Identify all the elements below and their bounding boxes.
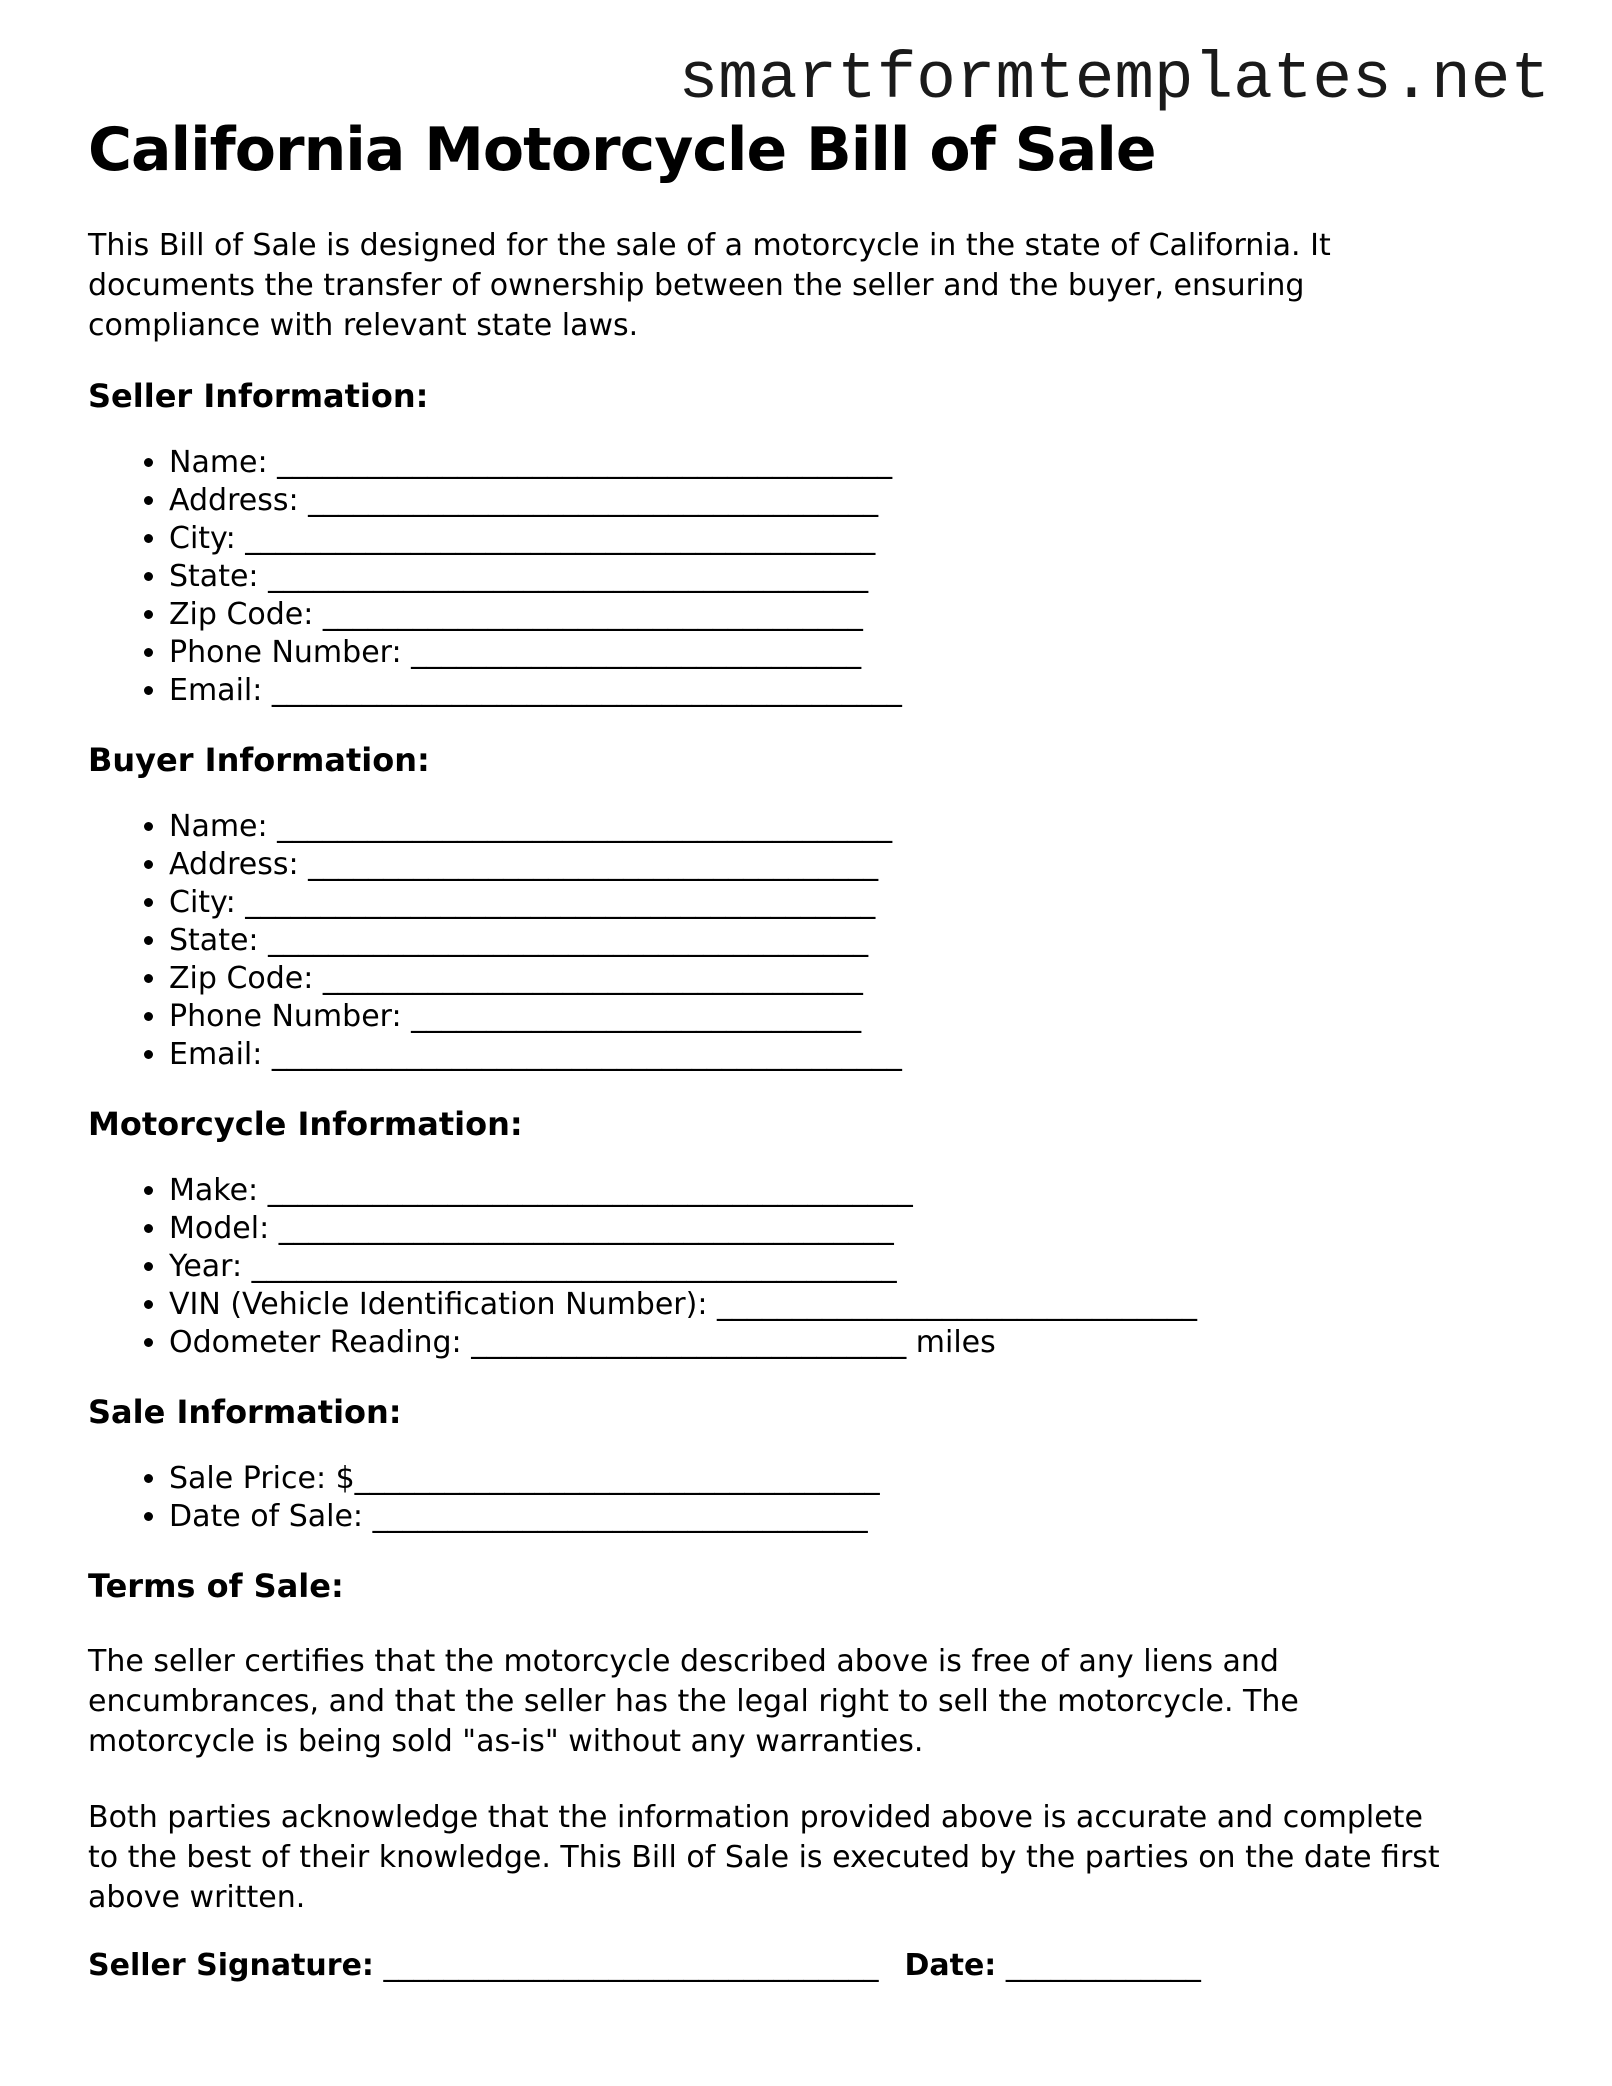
field-label: Date of Sale: [169, 1499, 364, 1534]
section-heading-buyer-information: Buyer Information: [88, 741, 430, 779]
signature-row [88, 1946, 1550, 1986]
form-field-row [169, 558, 1550, 596]
field-label: Zip Code: [169, 597, 314, 632]
field-label: Phone Number: [169, 635, 402, 670]
field-label: Email: [169, 1037, 263, 1072]
watermark: smartformtemplates.net [678, 42, 1550, 117]
date-blank: _____________ [1005, 1948, 1201, 1983]
field-blank: ________________________________________ [268, 559, 869, 594]
section-heading-seller-information: Seller Information: [88, 377, 429, 415]
field-label: Year: [169, 1249, 243, 1284]
terms-line: motorcycle is being sold "as-is" without any warranties. [88, 1724, 924, 1759]
field-label: Sale Price: $ [169, 1461, 355, 1496]
seller-signature-label: Seller Signature: [88, 1948, 374, 1983]
intro-line: This Bill of Sale is designed for the sale of a motorcycle in the state of California. It [88, 228, 1331, 263]
terms-paragraph-1 [88, 1642, 1550, 1762]
intro-paragraph [88, 226, 1550, 346]
field-blank: _________________________________ [372, 1499, 868, 1534]
field-blank: _____________________________ [471, 1325, 907, 1360]
field-blank: _________________________________________ [277, 445, 893, 480]
field-blank: __________________________________________ [245, 521, 876, 556]
terms-paragraph-2 [88, 1798, 1550, 1918]
form-field-row [169, 1498, 1550, 1536]
field-label: State: [169, 559, 259, 594]
date-label: Date: [904, 1948, 997, 1983]
section-heading-terms-of-sale: Terms of Sale: [88, 1567, 344, 1605]
field-blank: ________________________________ [716, 1287, 1197, 1322]
form-field-row [169, 808, 1550, 846]
form-field-row [169, 922, 1550, 960]
form-field-row [169, 634, 1550, 672]
form-field-row [169, 960, 1550, 998]
field-label: Address: [169, 847, 299, 882]
field-suffix: miles [915, 1325, 996, 1360]
form-field-row [169, 1324, 1550, 1362]
field-label: VIN (Vehicle Identification Number): [169, 1287, 708, 1322]
form-field-row [169, 1036, 1550, 1074]
field-blank: ____________________________________ [322, 961, 863, 996]
field-blank: ___________________________________ [354, 1461, 880, 1496]
field-blank: ____________________________________ [322, 597, 863, 632]
field-label: Model: [169, 1211, 270, 1246]
field-label: Zip Code: [169, 961, 314, 996]
field-blank: ___________________________________________ [267, 1173, 913, 1208]
field-label: Odometer Reading: [169, 1325, 462, 1360]
field-blank: __________________________________________ [271, 673, 902, 708]
terms-line: Both parties acknowledge that the information provided above is accurate and complete [88, 1800, 1423, 1835]
form-field-row [169, 1172, 1550, 1210]
form-field-row [169, 672, 1550, 710]
field-blank: _________________________________________ [278, 1211, 894, 1246]
terms-line: to the best of their knowledge. This Bill of Sale is executed by the parties on the date first [88, 1840, 1440, 1875]
form-field-row [169, 1210, 1550, 1248]
field-label: Make: [169, 1173, 259, 1208]
form-field-row [169, 482, 1550, 520]
terms-line: above written. [88, 1880, 306, 1915]
form-field-row [169, 1286, 1550, 1324]
field-label: City: [169, 885, 236, 920]
form-field-row [169, 444, 1550, 482]
field-label: Address: [169, 483, 299, 518]
form-field-row [169, 846, 1550, 884]
sale-information-list [88, 1460, 1550, 1536]
motorcycle-information-list [88, 1172, 1550, 1362]
field-blank: ___________________________________________ [251, 1249, 897, 1284]
form-field-row [169, 1460, 1550, 1498]
field-blank: ______________________________________ [308, 847, 879, 882]
field-label: State: [169, 923, 259, 958]
intro-line: documents the transfer of ownership between the seller and the buyer, ensuring [88, 268, 1305, 303]
field-blank: ______________________________ [411, 635, 862, 670]
intro-line: compliance with relevant state laws. [88, 308, 639, 343]
buyer-information-list [88, 808, 1550, 1074]
field-blank: ______________________________ [411, 999, 862, 1034]
form-field-row [169, 1248, 1550, 1286]
form-field-row [169, 596, 1550, 634]
field-blank: ________________________________________ [268, 923, 869, 958]
field-blank: __________________________________________ [245, 885, 876, 920]
field-label: City: [169, 521, 236, 556]
terms-line: encumbrances, and that the seller has the legal right to sell the motorcycle. The [88, 1684, 1299, 1719]
terms-line: The seller certifies that the motorcycle described above is free of any liens and [88, 1644, 1279, 1679]
page-title: California Motorcycle Bill of Sale [88, 115, 1156, 185]
form-field-row [169, 998, 1550, 1036]
field-label: Phone Number: [169, 999, 402, 1034]
field-label: Name: [169, 445, 268, 480]
section-heading-sale-information: Sale Information: [88, 1393, 402, 1431]
field-label: Email: [169, 673, 263, 708]
seller-information-list [88, 444, 1550, 710]
seller-signature-blank: _________________________________ [383, 1948, 879, 1983]
field-blank: ______________________________________ [308, 483, 879, 518]
form-field-row [169, 884, 1550, 922]
field-label: Name: [169, 809, 268, 844]
section-heading-motorcycle-information: Motorcycle Information: [88, 1105, 523, 1143]
field-blank: __________________________________________ [271, 1037, 902, 1072]
field-blank: _________________________________________ [277, 809, 893, 844]
form-field-row [169, 520, 1550, 558]
